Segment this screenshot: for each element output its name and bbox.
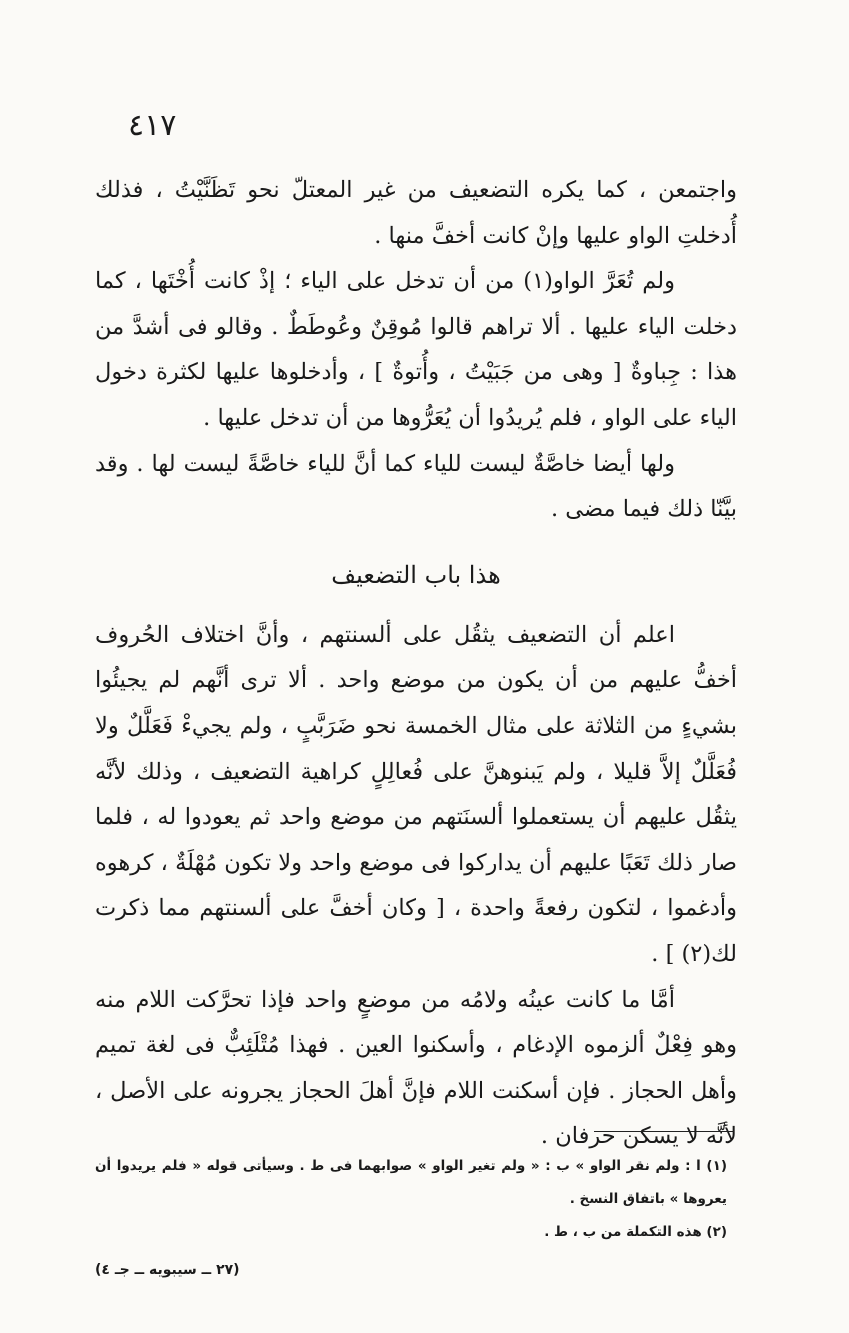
section-paragraph-2: أمَّا ما كانت عينُه ولامُه من موضعٍ واحد فإذا تحرَّكت اللام منه وهو فِعْلٌ ألزموه الإدغام ، وأسكنوا العين . فهذا مُتْلَئِبٌّ فى لغة تميم وأهل الحجاز . فإن أسكنت اللام فإنَّ أهلَ الحجاز يجرونه على الأصل ، لأنَّه لا يسكن حرفان . <box>95 986 737 1150</box>
page-number: ٤١٧ <box>128 108 177 143</box>
footnotes <box>95 1150 737 1249</box>
paragraph-2: ولم تُعَرَّ الواو(١) من أن تدخل على الياء ؛ إذْ كانت أُخْتَها ، كما دخلت الياء عليها . ألا تراهم قالوا مُوقِنٌ وعُوطَطٌ . وقالو فى أشدَّ من هذا : جِباوةٌ [ وهى من جَبَيْتُ ، وأُتوةٌ ] ، وأدخلوها عليها لكثرة دخول الياء على الواو ، فلم يُريدُوا أن يُعَرُّوها من أن تدخل عليها . <box>95 268 737 431</box>
footnote-1: (١) ا : ولم نقر الواو » ب : « ولم تغير الواو » صوابهما فى ط . وسيأتى قوله « فلم يريدوا أن يعروها » باتفاق النسخ . <box>95 1158 727 1207</box>
paragraph-3: ولها أيضا خاصَّةٌ ليست للياء كما أنَّ للياء خاصَّةً ليست لها . وقد بيَّنّا ذلك فيما مضى . <box>95 450 737 523</box>
section-title: هذا باب التضعيف <box>331 560 501 589</box>
main-text <box>95 168 737 1160</box>
footnote-divider <box>594 1131 734 1132</box>
section-paragraph-1: اعلم أن التضعيف يثقُل على ألسنتهم ، وأنَّ اختلاف الحُروف أخفُّ عليهم من أن يكون من موضع واحد . ألا ترى أنَّهم لم يجيئُوا بشيءٍ من الثلاثة على مثال الخمسة نحو ضَرَبَّبٍ ، ولم يجيءْ فَعَلَّلٌ ولا فُعَلَّلٌ إلاَّ قليلا ، ولم يَبنوهنَّ على فُعالِلٍ كراهية التضعيف ، وذلك لأنَّه يثقُل عليهم أن يستعملوا ألسنَتهم من موضع واحد ثم يعودوا له ، فلما صار ذلك تَعَبًا عليهم أن يداركوا فى موضع واحد ولا تكون مُهْلَةٌ ، كرهوه وأدغموا ، لتكون رفعةً واحدة ، [ وكان أخفَّ على ألسنتهم مما ذكرت لك(٢) ] . <box>95 621 737 967</box>
signature-mark: (٢٧ ــ سيبويه ــ جـ ٤) <box>95 1262 240 1278</box>
footnote-2: (٢) هذه التكملة من ب ، ط . <box>544 1224 727 1240</box>
paragraph-1: واجتمعن ، كما يكره التضعيف من غير المعتلّ نحو تَظَنَّيْتُ ، فذلك أُدخلتِ الواو عليها وإنْ كانت أخفَّ منها . <box>95 177 737 249</box>
